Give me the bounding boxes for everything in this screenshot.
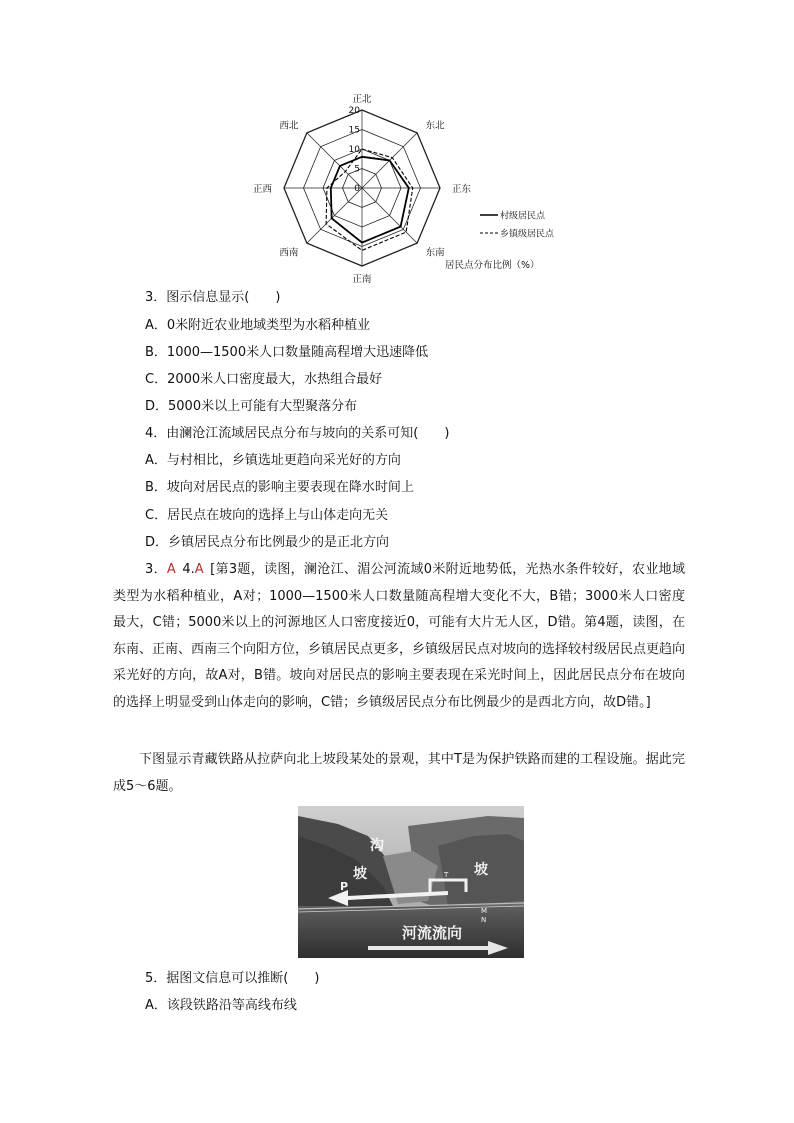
answer-label-q4: 4. [182, 562, 195, 577]
railway-photo [298, 806, 524, 958]
q4-option-c: C．居民点在坡向的选择上与山体走向无关 [145, 508, 389, 523]
radar-series-line [331, 157, 409, 243]
photo-label-river: 河流流向 [402, 924, 463, 942]
photo-label-gou: 沟 [370, 838, 384, 854]
radar-tick-label: 20 [348, 106, 360, 116]
q5-option-a: A．该段铁路沿等高线布线 [145, 998, 297, 1013]
q3-stem: 3．图示信息显示( ) [145, 290, 281, 305]
q4-option-a: A．与村相比，乡镇选址更趋向采光好的方向 [145, 453, 401, 468]
radar-axis-label: 东北 [425, 120, 445, 132]
radar-axis-label: 正南 [352, 274, 372, 285]
legend-label: 村级居民点 [500, 211, 546, 222]
q3-option-a: A．0米附近农业地域类型为水稻种植业 [145, 318, 371, 333]
answer-label-q3: 3． [145, 562, 167, 577]
q5-stem: 5．据图文信息可以推断( ) [145, 971, 320, 986]
radar-axis-label: 正西 [252, 184, 272, 195]
radar-caption: 居民点分布比例（%） [445, 260, 540, 271]
radar-axis-label: 西南 [279, 247, 299, 259]
radar-axis-label: 正东 [452, 184, 472, 195]
photo-label-n: N [481, 916, 487, 924]
radar-legend [445, 210, 555, 272]
q4-option-b: B．坡向对居民点的影响主要表现在降水时间上 [145, 480, 414, 495]
q4-stem: 4．由澜沧江流域居民点分布与坡向的关系可知( ) [145, 426, 450, 441]
answer-q3: A [166, 562, 176, 577]
photo-label-po-left: 坡 [353, 866, 367, 882]
radar-axis-label: 东南 [425, 247, 445, 259]
radar-tick-label: 10 [348, 145, 360, 155]
q3-option-d: D．5000米以上可能有大型聚落分布 [145, 399, 358, 414]
radar-series-line [326, 149, 413, 250]
explanation-text: [第3题，读图，澜沧江、湄公河流域0米附近地势低，光热水条件较好，农业地域类型为水稻种植业，A对；1000—1500米人口数量随高程增大变化不大，B错；3000米人口密度最大，C错；5000米以上的河源地区人口密度接近0，可能有大片无人区，D错。第4题，读图，在东南、正南、西南三个向阳方位，乡镇居民点更多，乡镇级居民点对坡向的选择较村级居民点更趋向采光好的方向，故A对，B错。坡向对居民点的影响主要表现在采光时间上，因此居民点分布在坡向的选择上明显受到山体走向的影响，C错；乡镇级居民点分布比例最少的是西北方向，故D错。] [113, 562, 686, 710]
radar-axis-label: 西北 [279, 120, 299, 132]
q3-option-b: B．1000—1500米人口数量随高程增大迅速降低 [145, 345, 429, 360]
q3-option-c: C．2000米人口密度最大，水热组合最好 [145, 372, 383, 387]
photo-label-m: M [481, 907, 488, 915]
answer-explanation [113, 557, 685, 716]
legend-label: 乡镇级居民点 [500, 229, 555, 240]
radar-series [326, 149, 413, 250]
radar-tick-label: 0 [354, 184, 360, 194]
answer-q4: A [194, 562, 204, 577]
intro-paragraph: 下图显示青藏铁路从拉萨向北上坡段某处的景观，其中T是为保护铁路而建的工程设施。据此完成5～6题。 [113, 752, 685, 794]
photo-label-p: P [340, 880, 349, 893]
radar-tick-label: 5 [354, 164, 360, 175]
radar-chart [252, 94, 575, 285]
photo-label-t: T [444, 871, 449, 879]
radar-axis-label: 正北 [352, 94, 372, 105]
photo-label-po-right: 坡 [474, 862, 488, 878]
radar-tick-label: 15 [348, 125, 360, 136]
q4-option-d: D．乡镇居民点分布比例最少的是正北方向 [145, 535, 390, 550]
